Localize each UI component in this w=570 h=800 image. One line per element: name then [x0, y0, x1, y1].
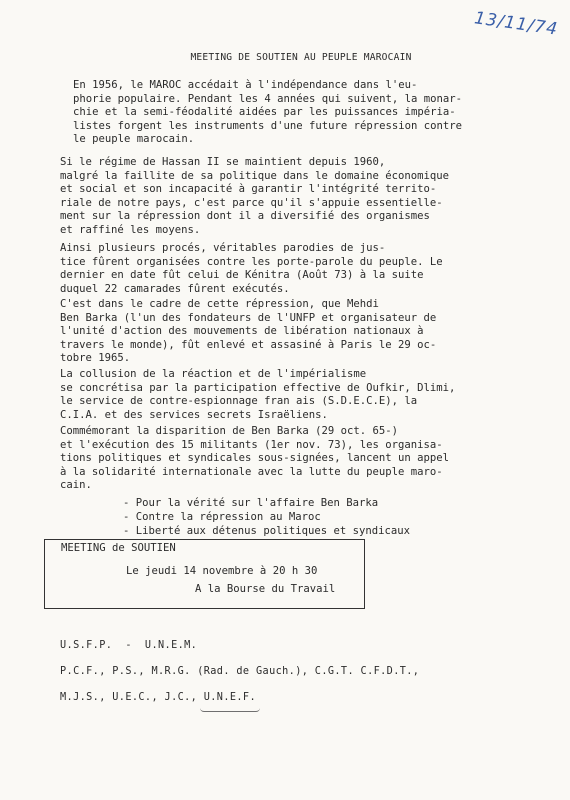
title-text: MEETING DE SOUTIEN AU PEUPLE MAROCAIN — [190, 52, 412, 63]
paragraph-collusion: La collusion de la réaction et de l'impérialisme se concrétisa par la participation effective de Oufkir, Dlimi, le service de contre-espionnage fran ais (S.D.E.C.E), la C.I.A. et des services secrets Israëliens. — [60, 368, 456, 421]
organisations-line: U.S.F.P. - U.N.E.M. — [60, 640, 198, 651]
paragraph-hassan-regime: Si le régime de Hassan II se maintient depuis 1960, malgré la faillite de sa politique dans le domaine économique et social et son incapacité à garantir l'intégrité territo- riale de notre pays, c'est parce qu'il s'appuie essentielle- ment sur la répression dont il a diversifié des organismes et raffiné les moyens. — [60, 156, 450, 236]
document-title — [0, 52, 570, 63]
handwritten-note: 13/11/74 — [473, 8, 560, 40]
meeting-date: Le jeudi 14 novembre à 20 h 30 — [126, 565, 318, 577]
meeting-place: A la Bourse du Travail — [195, 583, 336, 595]
slogan-item: - Pour la vérité sur l'affaire Ben Barka — [123, 497, 379, 509]
organisations-line: M.J.S., U.E.C., J.C., U.N.E.F. — [60, 692, 257, 703]
organisations-line: P.C.F., P.S., M.R.G. (Rad. de Gauch.), C.G.T. C.F.D.T., — [60, 666, 420, 677]
meeting-title: MEETING de SOUTIEN — [61, 542, 176, 554]
handwritten-underline — [200, 708, 260, 712]
meeting-announcement-box — [44, 539, 365, 609]
slogan-item: - Contre la répression au Maroc — [123, 510, 321, 523]
paragraph-trials: Ainsi plusieurs procés, véritables parodies de jus- tice fûrent organisées contre les porte-parole du peuple. Le dernier en date fût celui de Kénitra (Août 73) à la suite duquel 22 camarades fûrent exécutés. — [60, 242, 443, 295]
paragraph-appeal: Commémorant la disparition de Ben Barka (29 oct. 65-) et l'exécution des 15 militants (1er nov. 73), les organisa- tions politiques et syndicales sous-signées, lancent un appel à la solidarité internationale avec la lutte du peuple maro- cain. — [60, 425, 450, 492]
paragraph-ben-barka: C'est dans le cadre de cette répression, que Mehdi Ben Barka (l'un des fondateurs de l'UNFP et organisateur de l'unité d'action des mouvements de libération nationaux à travers le monde), fût enlevé et assasiné à Paris le 29 oc- tobre 1965. — [60, 298, 437, 365]
paragraph-independence: En 1956, le MAROC accédait à l'indépendance dans l'eu- phorie populaire. Pendant les 4 années qui suivent, la monar- chie et la semi-féodalité aidées par les puissances impéria- listes forgent les instruments d'une future répression contre le peuple marocain. — [73, 79, 463, 146]
slogan-item: - Liberté aux détenus politiques et syndicaux — [123, 524, 411, 537]
slogan-list — [123, 497, 410, 538]
